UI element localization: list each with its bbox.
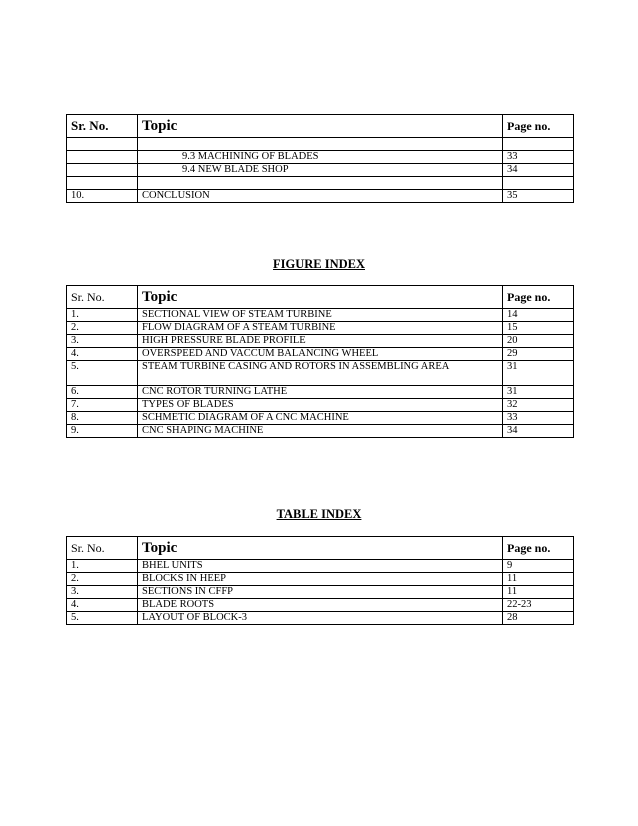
page-cell: 22-23 [503, 599, 574, 612]
sr-no-cell: 1. [67, 560, 138, 573]
topic-cell: 9.3 MACHINING OF BLADES [138, 151, 503, 164]
sr-no-cell: 4. [67, 348, 138, 361]
contents-table-body [67, 115, 574, 203]
table-header-row [67, 115, 574, 138]
page-cell: 15 [503, 322, 574, 335]
table-row [67, 322, 574, 335]
table-row [67, 573, 574, 586]
topic-header: Topic [138, 537, 503, 560]
sr-no-cell: 9. [67, 425, 138, 438]
sr-no-cell: 8. [67, 412, 138, 425]
sr-no-cell: 5. [67, 361, 138, 386]
sr-no-header: Sr. No. [67, 537, 138, 560]
contents-table [66, 114, 574, 203]
page-no-header: Page no. [503, 286, 574, 309]
table-index-table [66, 536, 574, 625]
table-row [67, 309, 574, 322]
table-row [67, 177, 574, 190]
page-cell: 32 [503, 399, 574, 412]
topic-cell: TYPES OF BLADES [138, 399, 503, 412]
page-cell: 11 [503, 586, 574, 599]
page-cell: 33 [503, 412, 574, 425]
sr-no-header: Sr. No. [67, 286, 138, 309]
sr-no-cell: 1. [67, 309, 138, 322]
topic-cell: FLOW DIAGRAM OF A STEAM TURBINE [138, 322, 503, 335]
sr-no-cell: 10. [67, 190, 138, 203]
table-row [67, 348, 574, 361]
page-cell: 31 [503, 386, 574, 399]
figure-index-title: FIGURE INDEX [272, 257, 366, 271]
topic-cell: OVERSPEED AND VACCUM BALANCING WHEEL [138, 348, 503, 361]
page-cell: 31 [503, 361, 574, 386]
sr-no-header: Sr. No. [67, 115, 138, 138]
table-row [67, 560, 574, 573]
topic-cell [138, 138, 503, 151]
page-no-header: Page no. [503, 537, 574, 560]
topic-cell: HIGH PRESSURE BLADE PROFILE [138, 335, 503, 348]
topic-header: Topic [138, 286, 503, 309]
topic-header: Topic [138, 115, 503, 138]
page-cell: 33 [503, 151, 574, 164]
table-row [67, 599, 574, 612]
page-cell: 29 [503, 348, 574, 361]
sr-no-cell: 5. [67, 612, 138, 625]
table-row [67, 164, 574, 177]
topic-cell: CNC SHAPING MACHINE [138, 425, 503, 438]
page-no-header: Page no. [503, 115, 574, 138]
sr-no-cell: 4. [67, 599, 138, 612]
page-cell: 35 [503, 190, 574, 203]
table-row [67, 386, 574, 399]
table-row [67, 612, 574, 625]
sr-no-cell [67, 138, 138, 151]
sr-no-cell [67, 177, 138, 190]
sr-no-cell: 3. [67, 335, 138, 348]
table-index-table-body [67, 537, 574, 625]
page-cell: 11 [503, 573, 574, 586]
table-row [67, 190, 574, 203]
page-cell: 34 [503, 425, 574, 438]
page-cell: 9 [503, 560, 574, 573]
sr-no-cell: 6. [67, 386, 138, 399]
table-header-row [67, 537, 574, 560]
topic-cell: CONCLUSION [138, 190, 503, 203]
topic-cell: BLOCKS IN HEEP [138, 573, 503, 586]
sr-no-cell [67, 164, 138, 177]
table-row [67, 151, 574, 164]
table-row [67, 399, 574, 412]
topic-cell: SECTIONS IN CFFP [138, 586, 503, 599]
sr-no-cell: 7. [67, 399, 138, 412]
page-cell [503, 177, 574, 190]
page-cell: 14 [503, 309, 574, 322]
page-cell: 28 [503, 612, 574, 625]
sr-no-cell: 3. [67, 586, 138, 599]
table-row [67, 138, 574, 151]
topic-cell: 9.4 NEW BLADE SHOP [138, 164, 503, 177]
page-cell: 20 [503, 335, 574, 348]
table-row [67, 412, 574, 425]
topic-cell: STEAM TURBINE CASING AND ROTORS IN ASSEMBLING AREA [138, 361, 503, 386]
figure-index-table [66, 285, 574, 438]
topic-cell: SECTIONAL VIEW OF STEAM TURBINE [138, 309, 503, 322]
sr-no-cell: 2. [67, 573, 138, 586]
topic-cell: BHEL UNITS [138, 560, 503, 573]
topic-cell [138, 177, 503, 190]
table-index-title: TABLE INDEX [276, 507, 362, 521]
topic-cell: CNC ROTOR TURNING LATHE [138, 386, 503, 399]
table-row [67, 335, 574, 348]
topic-cell: LAYOUT OF BLOCK-3 [138, 612, 503, 625]
figure-index-table-body [67, 286, 574, 438]
topic-cell: BLADE ROOTS [138, 599, 503, 612]
topic-cell: SCHMETIC DIAGRAM OF A CNC MACHINE [138, 412, 503, 425]
table-row [67, 425, 574, 438]
sr-no-cell: 2. [67, 322, 138, 335]
page-cell [503, 138, 574, 151]
table-row [67, 586, 574, 599]
table-header-row [67, 286, 574, 309]
table-row [67, 361, 574, 386]
sr-no-cell [67, 151, 138, 164]
page-cell: 34 [503, 164, 574, 177]
